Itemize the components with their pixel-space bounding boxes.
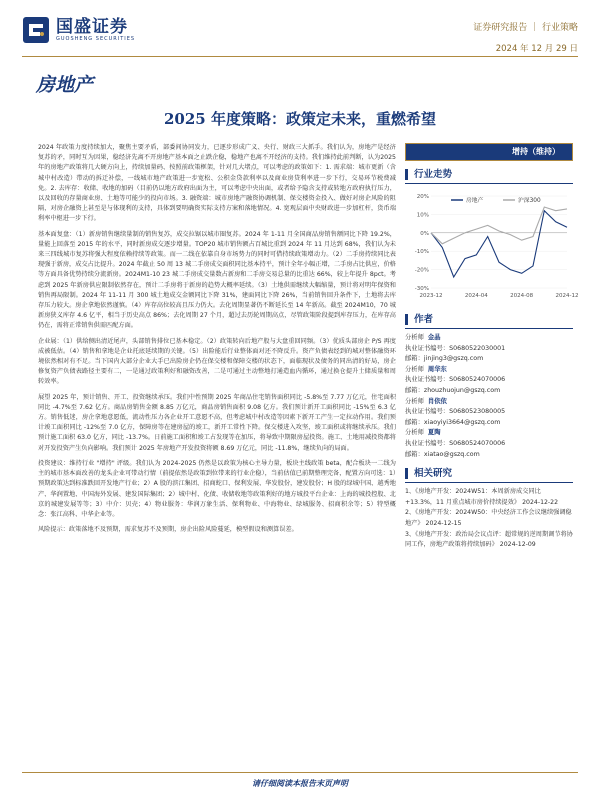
author-entry [405,365,573,376]
report-type: 证券研究报告 ｜ 行业策略 [473,23,578,33]
author-role: 分析师 [405,334,424,341]
author-cert: 执业证书编号：S0680522030001 [405,344,506,352]
author-role: 分析师 [405,365,424,373]
rating-badge: 增持（维持） [405,143,573,161]
section-divider [405,183,573,184]
author-name: 金晶 [427,334,441,341]
header-divider [22,56,578,57]
y-tick-label: 20% [416,194,429,200]
legend-label: 房地产 [466,198,484,204]
author-role: 分析师 [405,397,424,405]
report-body [38,143,396,540]
x-tick-label: 2024-04 [464,293,488,299]
y-tick-label: -20% [414,267,429,274]
logo-text-cn: 国盛证券 [56,17,128,37]
section-divider [405,482,573,483]
risk-paragraph: 风险提示：政策落地不及预期，需求复苏不及预期，房企出险风险蔓延，模型假设和测算误差。 [38,526,298,534]
guosheng-logo-icon [22,16,50,44]
author-entry [405,428,573,439]
y-tick-label: -30% [414,286,429,292]
author-name: 周华东 [427,365,447,373]
report-title: 2025 年度策略：政策定未来，重燃希望 [164,110,436,128]
authors-section-title: 作者 [405,314,573,325]
logo-text-en: GUOSHENG SECURITIES [56,36,136,42]
x-tick-label: 2024-08 [510,293,534,299]
sidebar [405,143,579,551]
related-item[interactable]: 3、《房地产开发：政治局会议点评：超常规的逆周期调节将协同工作，房地产政策将持续加码》 2024-12-09 [405,530,573,549]
performance-chart-svg [405,188,579,306]
summary-paragraph: 2024 年政策力度持续加大，聚焦主要矛盾，部委间协同发力，已逐步形成广义、央行、财政三大抓手。我们认为，房地产是经济复苏的矛，同时互为因果，稳经济先离不开房地产基本面之止跌企稳，稳地产也离不开经济的支持。我们维持此前判断，认为2025年的房地产政策将几大硬方向上，持续加量码、按照前政策框架，针对几大堵点，可以考虑的政策如下：1. 需求端：城市更新（含城中村改造）带动的拆迁补偿，一线城市地产政策进一步宽松、公积金贷款利率以及商业房贷利率进一步下行，交易环节税费减免。2. 去库存：收储、收地的加码（目前仍以地方政府出面为主，可以考虑中央出面，或者给予隐含支持或转地方政府执行压力，以及回收的存量商业房、土地等可能少的投向市场。3. 融资端：城市房地产融资协调机制、保交楼资金投入、做好对房企风险的阻隔，对房企融资上甚至是与体现利的支持，具体到要明确资实际支持方案和落地情况。4. 宽观层面中央财政进一步加杠杆，货币端利率中枢进一步下行。 [38,144,396,223]
author-email[interactable]: 邮箱：jinjing3@gszq.com [405,355,484,363]
page-header [0,0,600,62]
author-entry [405,397,573,408]
author-entry [405,333,573,344]
footer-disclaimer: 请仔细阅读本报告末页声明 [252,779,348,788]
fundamentals-paragraph: 基本面复盘：（1）新房销售继续量制的销售复苏，成交拉锯以城市圈复苏。2024 年 1-11 月全国商品房销售额同比下降 19.2%，量能上回落至 2015 年的水平，同时新房成交逐步增量。TOP20 城市销售额占百城比重到 2024 年 11 月达到 68%，我们认为未来三四线城市复苏将强大程度依赖持续等政策。而一二线在依靠自身市场势力的同时可借持续政策增动力。（2）二手房持续同比表现强于新房，成交占比提升。2024 年截止 50 周 13 城二手房成交面积同比基本持平，预计全年小幅正增，二手房占比供应，价格等方面具备优势持续分流新房。2024M1-10 23 城二手房成交量数占新房和二手房交易总量的比重达 66%，较上年提升 8pct。考虑到 2025 年新房供应限制依然存在，预计二手房将于新房的趋势大概率延续。（3）土地供需继续大幅缩量，预计将对明年保资和销售再局限制。2024 年 11-11 月 300 城土地成交金额同比下降 31%，建面同比下降 26%，当前销售回升条件下，土地将去库存压力较大。房企拿地依然谨慎。（4）库存高位较高且压力仍大。去化周期显著仍不断延长至 14 年新高。截至 2024M10，70 城新房狭义库存 4.6 亿平，相当于历史高点 86%；去化周期 27 个月，超过去历轮周期高点，尽管政策阶段提到库存压力，在库存高仍在，需将正常销售供需匹配方面。 [38,230,396,330]
author-list [405,333,573,460]
section-divider [405,328,573,329]
author-name: 夏陶 [427,429,441,437]
y-tick-label: -10% [414,249,429,256]
x-tick-label: 2023-12 [419,293,443,299]
y-tick-label: 10% [416,212,429,219]
sector-name: 房地产 [36,74,94,96]
footer-divider [22,772,578,773]
investment-paragraph: 投资建议：维持行业 "增持" 评级。我们认为 2024-2025 仍然是以政策为核心主导力量，板块主线政策 beta，配合板块一二线为主的城市基本面改善的龙头企业可带动行情（前提依然是政策到位带来的行业企稳），当前估值已前期整理完备，配置方向可选：1）预期政策达到标准跌回开发地产行业；2）A 股的滨江集团、招商蛇口、保利发展、华发股份，建发股份；H 股的绿城中国、越秀地产、华润置地、中国海外发展、建发国际集团；2）城中村、化债、收储收地等政策利好的地方城投平台企业：上海的城投控股、北京的城建发展等等；3）中介：贝壳；4）物业服务：华润万象生活、保利物业、中海物业、绿城服务、招商积余等；5）特型概念：张江高科、中华企业等。 [38,459,396,518]
legend-label: 沪深300 [518,198,541,204]
author-cert: 执业证书编号：S0680524070006 [405,376,506,384]
related-list [405,487,573,551]
related-item[interactable]: 2、《房地产开发：2024W50：中央经济工作会议继续强调稳地产》 2024-12-15 [405,509,572,527]
y-tick-label: 0% [420,230,429,237]
author-role: 分析师 [405,429,424,437]
perf-section-title: 行业走势 [405,169,573,180]
company-logo [22,16,135,44]
related-section-title: 相关研究 [405,468,573,479]
author-name: 肖依依 [427,397,447,405]
author-cert: 执业证书编号：S0680524070006 [405,439,506,447]
companies-paragraph: 企业展：（1）供给侧出清近尾声，头部销售排位已基本稳定。（2）政策转向后地产股与大盘重回同频。（3）优质头部房企 P/S 再度成被低估。（4）销售和拿地是企业托底延续期的关键。（5）出险能后行业整体面对还不降反升。资产负债表经到的城对整体融资环境依然相对有不足。当下国内大部分企业大手已出险房企仍在保交楼和保障交楼的状态下，面临现状及债务的同出清的好局，房企修复资产负债表路径主要有二，一是通过政策利好和融资改善，二是可通过主动整地打通造血内循环，通过换仓提升土储质量和周转效率。 [38,337,396,386]
series-line-0 [431,211,567,277]
outlook-paragraph: 展望 2025 年，预计销售、开工、投资继续承压。我们中性预期 2025 年商品住宅销售面积同比 -5.8%至 7.77 万亿元，住宅面积同比 -4.7%至 7.62 亿方。商品房销售金额 8.85 万亿元，商品房销售面积 9.08 亿方。我们预计新开工面积同比 -15%至 6.3 亿方。销售低迷，房企拿地意愿低，流动性压力各企业开工意愿不高，但考虑城中村改造等因素下新开工产生一定拉动作用。我们预计竣工面积同比 -12%至 7.0 亿方，保障房等在建房屋的竣工，新开工常性下降。保交楼进入攻坚，竣工面积或将继续承压。我们预计施工面积 63.0 亿方，同比 -13.7%。日前施工面积和竣工占发现等在加压，将导致中期限房屋投资。施工、土地用减投资都将对开发投资产生负向影响。我们预计 2025 年房地产开发投资将额 8.69 万亿元，同比 -11.8%，继续负向的局面。 [38,393,396,452]
x-tick-label: 2024-12 [555,293,579,299]
report-date: 2024 年 12 月 29 日 [495,44,578,54]
performance-chart [405,188,579,306]
author-cert: 执业证书编号：S0680523080005 [405,408,506,416]
related-item[interactable]: 1、《房地产开发：2024W51：本周新房成交同比 +13.3%，11 月重点城市房价持续提效》 2024-12-22 [405,488,559,506]
author-email[interactable]: 邮箱：xiatao@gszq.com [405,450,480,458]
author-email[interactable]: 邮箱：xiaoyiyi3664@gszq.com [405,418,501,426]
author-email[interactable]: 邮箱：zhouzhuojun@gszq.com [405,386,501,394]
